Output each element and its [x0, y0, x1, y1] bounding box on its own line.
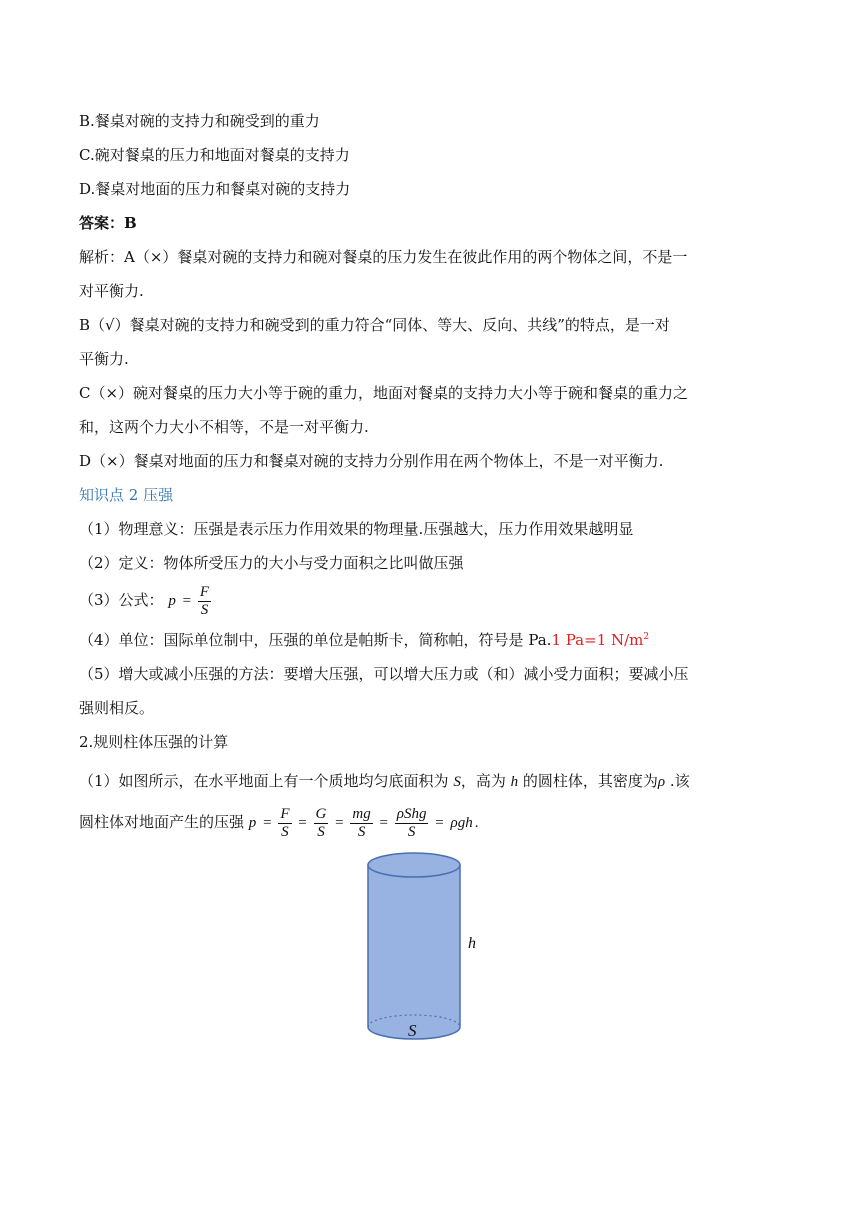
pressure-text: 圆柱体对地面产生的压强 [79, 813, 245, 831]
option-c: C.碗对餐桌的压力和地面对餐桌的支持力 [79, 146, 350, 164]
definition: （2）定义：物体所受压力的大小与受力面积之比叫做压强 [79, 554, 464, 572]
option-b: B.餐桌对碗的支持力和碗受到的重力 [79, 112, 320, 130]
formula-numerator: F [199, 583, 210, 600]
physical-meaning: （1）物理意义：压强是表示压力作用效果的物理量.压强越大，压力作用效果越明显 [79, 520, 634, 538]
fraction-F-S: $\frac{F}{S}$ [280, 805, 290, 840]
cylinder-description-line1: （1）如图所示，在水平地面上有一个质地均匀底面积为 S，高为 h 的圆柱体，其密度为ρ .该 [79, 772, 690, 790]
cylinder-figure [360, 845, 500, 1055]
formula-fraction [198, 584, 211, 619]
analysis-d-line1: D（×）餐桌对地面的压力和餐桌对碗的支持力分别作用在两个物体上，不是一对平衡力. [79, 452, 664, 470]
symbol-S: S [453, 774, 461, 790]
analysis-c-line1: C（×）碗对餐桌的压力大小等于碗的重力，地面对餐桌的支持力大小等于碗和餐桌的重力之 [79, 384, 689, 402]
symbol-h: h [510, 774, 519, 790]
formula-denominator: S [200, 601, 209, 618]
cylinder-body [368, 865, 460, 1039]
analysis-b-line1: B（√）餐桌对碗的支持力和碗受到的重力符合“同体、等大、反向、共线”的特点，是一对 [79, 316, 670, 334]
fraction-rhoShg-S: $\frac{\text{ρShg}}{S}$ [396, 805, 427, 840]
unit-definition: 1 Pa=1 N/m [551, 631, 644, 649]
formula-rhogh: ρgh [450, 815, 473, 831]
analysis-a-line1: 解析：A（×）餐桌对碗的支持力和碗对餐桌的压力发生在彼此作用的两个物体之间，不是一 [79, 248, 688, 266]
unit-line [79, 629, 649, 651]
formula-equals: = [182, 593, 192, 609]
cylinder-pressure-line: 圆柱体对地面产生的压强 p = $\frac{F}{S}$ = $\frac{G}{S}$ = $\frac{mg}{S}$ = $\frac{\text{ρShg}}{S}$ = ρgh . [79, 805, 479, 840]
method-line1: （5）增大或减小压强的方法：要增大压强，可以增大压力或（和）减小受力面积；要减小压 [79, 665, 689, 683]
fraction-mg-S: $\frac{mg}{S}$ [352, 805, 371, 840]
section-heading: 知识点 2 压强 [79, 486, 174, 504]
option-d: D.餐桌对地面的压力和餐桌对碗的支持力 [79, 180, 351, 198]
unit-text: （4）单位：国际单位制中，压强的单位是帕斯卡，简称帕，符号是 Pa. [79, 631, 552, 649]
base-area-label: S [408, 1021, 417, 1040]
analysis-c-line2: 和，这两个力大小不相等，不是一对平衡力. [79, 418, 369, 436]
formula-label: （3）公式： [79, 591, 164, 609]
cylinder-top [368, 853, 460, 877]
symbol-rho: ρ [657, 774, 666, 790]
method-line2: 强则相反。 [79, 699, 155, 717]
height-label: h [468, 935, 476, 952]
section2-title: 2.规则柱体压强的计算 [79, 733, 229, 751]
unit-superscript: 2 [643, 632, 650, 642]
answer: 答案：B [79, 214, 137, 232]
analysis-a-line2: 对平衡力. [79, 282, 144, 300]
formula-line [79, 582, 211, 619]
analysis-b-line2: 平衡力. [79, 350, 129, 368]
fraction-G-S: $\frac{G}{S}$ [315, 805, 327, 840]
formula-p: p [168, 593, 176, 609]
